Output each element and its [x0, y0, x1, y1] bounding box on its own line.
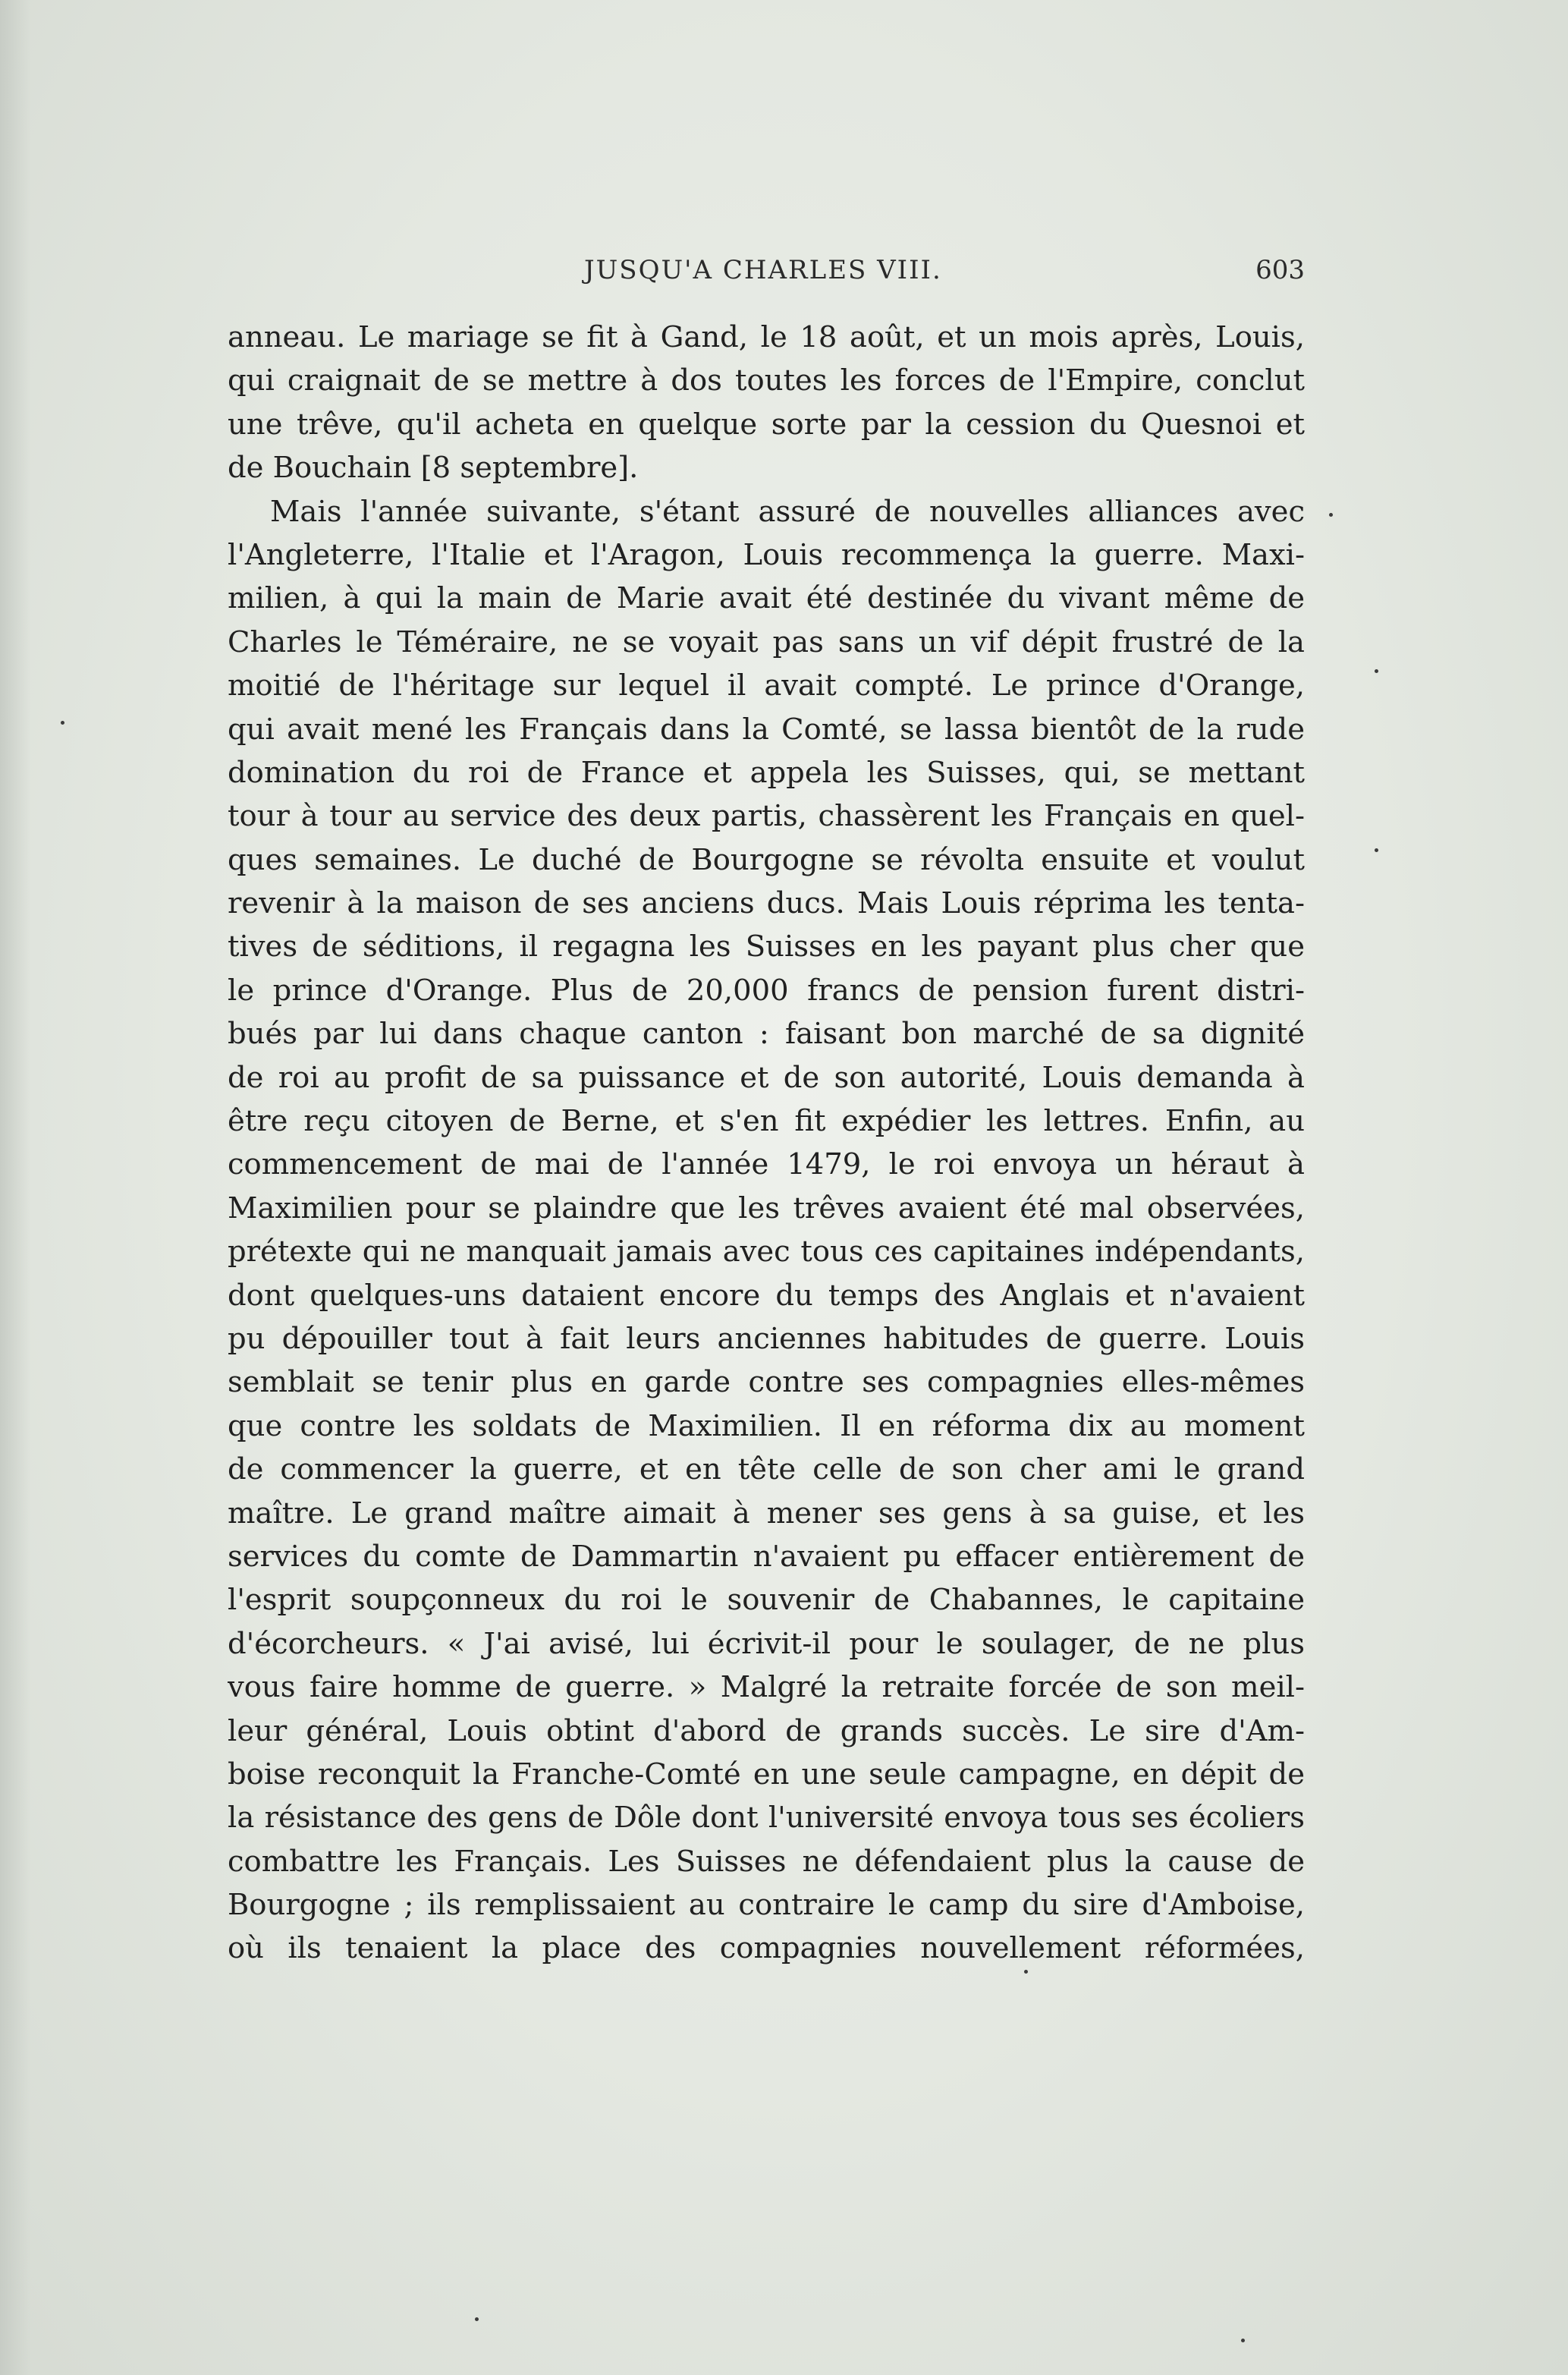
- text-line: tives de séditions, il regagna les Suisses en les payant plus cher que: [228, 930, 1305, 964]
- page-binding-shadow: [0, 0, 30, 2375]
- text-line: semblait se tenir plus en garde contre ses compagnies elles-mêmes: [228, 1365, 1305, 1400]
- text-line: de commencer la guerre, et en tête celle de son cher ami le grand: [228, 1452, 1305, 1487]
- text-line: l'Angleterre, l'Italie et l'Aragon, Louis recommença la guerre. Maxi-: [228, 537, 1305, 572]
- text-line: boise reconquit la Franche-Comté en une seule campagne, en dépit de: [228, 1757, 1305, 1791]
- paper-speck: [1024, 1970, 1028, 1974]
- text-line: services du comte de Dammartin n'avaient pu effacer entièrement de: [228, 1539, 1305, 1574]
- text-line: le prince d'Orange. Plus de 20,000 francs de pension furent distri-: [228, 973, 1305, 1008]
- text-line: qui craignait de se mettre à dos toutes les forces de l'Empire, conclut: [228, 363, 1305, 398]
- paper-speck: [1241, 2339, 1245, 2342]
- text-line: ques semaines. Le duché de Bourgogne se révolta ensuite et voulut: [228, 842, 1305, 877]
- paper-speck: [1375, 848, 1378, 852]
- text-line: commencement de mai de l'année 1479, le roi envoya un héraut à: [228, 1147, 1305, 1182]
- paper-speck: [475, 2317, 479, 2321]
- text-line: leur général, Louis obtint d'abord de grands succès. Le sire d'Am-: [228, 1713, 1305, 1748]
- text-line: Bourgogne ; ils remplissaient au contraire le camp du sire d'Amboise,: [228, 1888, 1305, 1923]
- text-line: Mais l'année suivante, s'étant assuré de nouvelles alliances avec: [270, 494, 1305, 529]
- running-head: [228, 255, 1305, 293]
- text-line: Charles le Téméraire, ne se voyait pas sans un vif dépit frustré de la: [228, 624, 1305, 659]
- paper-speck: [61, 721, 64, 725]
- body-text: [228, 316, 1305, 1971]
- text-line: maître. Le grand maître aimait à mener ses gens à sa guise, et les: [228, 1496, 1305, 1530]
- text-line: anneau. Le mariage se fit à Gand, le 18 août, et un mois après, Louis,: [228, 320, 1305, 354]
- text-line: que contre les soldats de Maximilien. Il en réforma dix au moment: [228, 1408, 1305, 1443]
- text-line: tour à tour au service des deux partis, chassèrent les Français en quel-: [228, 799, 1305, 834]
- text-line: moitié de l'héritage sur lequel il avait compté. Le prince d'Orange,: [228, 668, 1305, 703]
- text-line: bués par lui dans chaque canton : faisant bon marché de sa dignité: [228, 1017, 1305, 1052]
- text-line: Maximilien pour se plaindre que les trêves avaient été mal observées,: [228, 1191, 1305, 1225]
- text-line: d'écorcheurs. « J'ai avisé, lui écrivit-il pour le soulager, de ne plus: [228, 1626, 1305, 1661]
- text-line: une trêve, qu'il acheta en quelque sorte par la cession du Quesnoi et: [228, 407, 1305, 442]
- text-line: pu dépouiller tout à fait leurs anciennes habitudes de guerre. Louis: [228, 1321, 1305, 1356]
- text-line: prétexte qui ne manquait jamais avec tous ces capitaines indépendants,: [228, 1235, 1305, 1269]
- text-line: de roi au profit de sa puissance et de son autorité, Louis demanda à: [228, 1060, 1305, 1095]
- text-line: où ils tenaient la place des compagnies nouvellement réformées,: [228, 1931, 1305, 1966]
- text-line: combattre les Français. Les Suisses ne défendaient plus la cause de: [228, 1844, 1305, 1879]
- paper-speck: [1329, 513, 1333, 517]
- text-line: qui avait mené les Français dans la Comté, se lassa bientôt de la rude: [228, 712, 1305, 747]
- page-number: 603: [1255, 255, 1305, 285]
- text-line: dont quelques-uns dataient encore du temps des Anglais et n'avaient: [228, 1278, 1305, 1313]
- paper-speck: [1375, 669, 1378, 673]
- text-line: vous faire homme de guerre. » Malgré la retraite forcée de son meil-: [228, 1670, 1305, 1705]
- text-line: être reçu citoyen de Berne, et s'en fit expédier les lettres. Enfin, au: [228, 1104, 1305, 1139]
- running-title: JUSQU'A CHARLES VIII.: [584, 255, 942, 285]
- text-line: domination du roi de France et appela les Suisses, qui, se mettant: [228, 755, 1305, 790]
- text-line: revenir à la maison de ses anciens ducs. Mais Louis réprima les tenta-: [228, 886, 1305, 921]
- text-line: la résistance des gens de Dôle dont l'université envoya tous ses écoliers: [228, 1801, 1305, 1836]
- text-line: l'esprit soupçonneux du roi le souvenir de Chabannes, le capitaine: [228, 1583, 1305, 1618]
- text-line: de Bouchain [8 septembre].: [228, 451, 639, 486]
- text-line: milien, à qui la main de Marie avait été destinée du vivant même de: [228, 581, 1305, 616]
